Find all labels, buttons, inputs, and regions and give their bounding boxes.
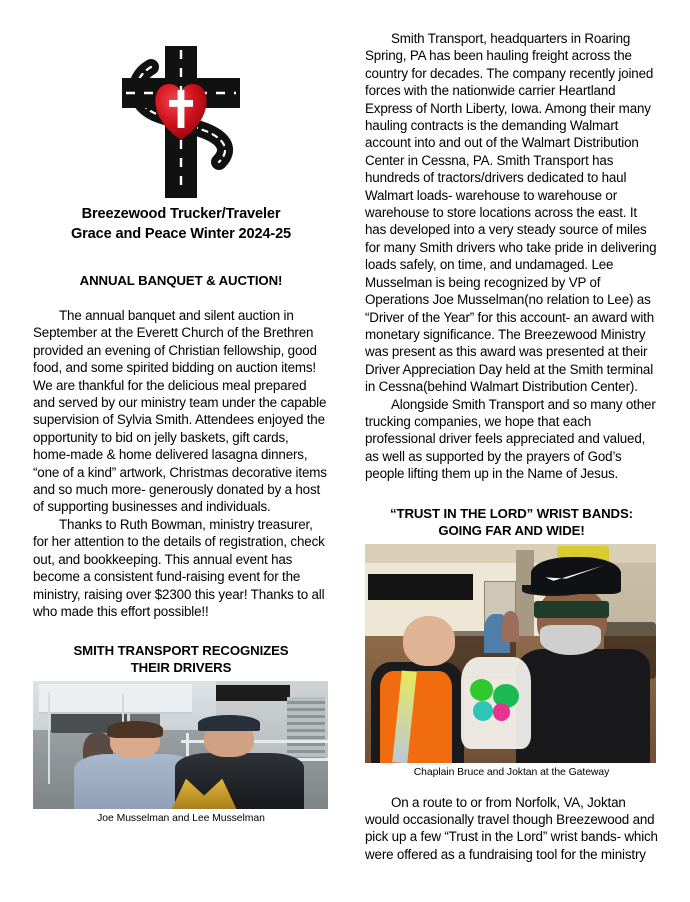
smith-article-paragraph-1: Smith Transport, headquarters in Roaring Spring, PA has been hauling freight across the country for decades. The company recently joined forces with the nationwide carrier Heartland Express of North Liberty, Iowa. Among their many hauling contracts is the demanding Walmart account into and out of the Walmart Distribution Center in Cessna, PA. Smith Transport has hundreds of tractors/drivers dedicated to haul Walmart loads- warehouse to warehouse or warehouse to store locations across the east. It has developed into a very steady source of miles for many Smith drivers who take pride in delivering loads safely, on time, and undamaged. Lee Musselman is being recognized by VP of Operations Joe Musselman(no relation to Lee) as “Driver of the Year” for this account- an award with monetary significance. The Breezewood Ministry was present as this award was presented at their Driver Appreciation Day held at the Smith terminal in Cessna(behind Walmart Distribution Center). xyxy=(365,31,657,395)
masthead-title xyxy=(33,204,329,244)
caption-joe-and-lee-musselman: Joe Musselman and Lee Musselman xyxy=(97,813,265,825)
photo-chaplain-bruce-and-joktan xyxy=(365,544,656,763)
heading-wrist-bands-line-1: “TRUST IN THE LORD” WRIST BANDS: xyxy=(390,505,633,521)
masthead-line-2: Grace and Peace Winter 2024-25 xyxy=(70,226,292,242)
caption-chaplain-bruce-and-joktan: Chaplain Bruce and Joktan at the Gateway xyxy=(413,766,610,778)
banquet-paragraph-2-wrap xyxy=(33,516,329,620)
masthead-logo xyxy=(33,0,329,200)
heading-wrist-bands xyxy=(365,505,658,539)
heading-annual-banquet: ANNUAL BANQUET & AUCTION! xyxy=(79,273,283,288)
banquet-paragraph-1: The annual banquet and silent auction in September at the Everett Church of the Brethren provided an evening of Christian fellowship, good food, and some spirited bidding on auction items! We are thankful for the delicious meal prepared and served by our ministry team under the capable supervision of Sylvia Smith. Attendees enjoyed the opportunity to bid on jelly baskets, gift cards, home-made & home delivered lasagna dinners, “one of a kind” artwork, Christmas decorative items and so much more- generously donated by a host of supporting businesses and individuals. xyxy=(33,308,327,515)
heading-wrist-bands-line-2: GOING FAR AND WIDE! xyxy=(438,522,585,538)
wrist-bands-paragraph-1: On a route to or from Norfolk, VA, Joktan would occasionally travel though Breezewood and pick up a few “Trust in the Lord” wrist bands- which were offered as a fundraising tool for the ministry xyxy=(365,794,658,862)
banquet-paragraph-2: Thanks to Ruth Bowman, ministry treasurer, for her attention to the details of registration, check out, and bookkeeping. This annual event has become a consistent fund-raising event for the ministry, raising over $2300 this year! Thanks to all who made this effort possible!! xyxy=(33,516,325,619)
left-column xyxy=(33,0,329,826)
banquet-paragraph-1-wrap xyxy=(33,307,329,516)
smith-article-paragraph-2: Alongside Smith Transport and so many other trucking companies, we hope that each professional driver feels appreciated and valued, as well as supported by the prayers of God’s people lifting them up in the Name of Jesus. xyxy=(365,396,656,482)
cross-road-heart-icon xyxy=(107,22,255,200)
heading-smith-transport xyxy=(33,642,329,676)
photo-joe-and-lee-musselman xyxy=(33,681,328,809)
heading-smith-line-1: SMITH TRANSPORT RECOGNIZES xyxy=(73,643,289,659)
heading-smith-line-2: THEIR DRIVERS xyxy=(130,660,232,676)
right-column xyxy=(365,0,658,863)
masthead-line-1: Breezewood Trucker/Traveler xyxy=(81,206,281,222)
